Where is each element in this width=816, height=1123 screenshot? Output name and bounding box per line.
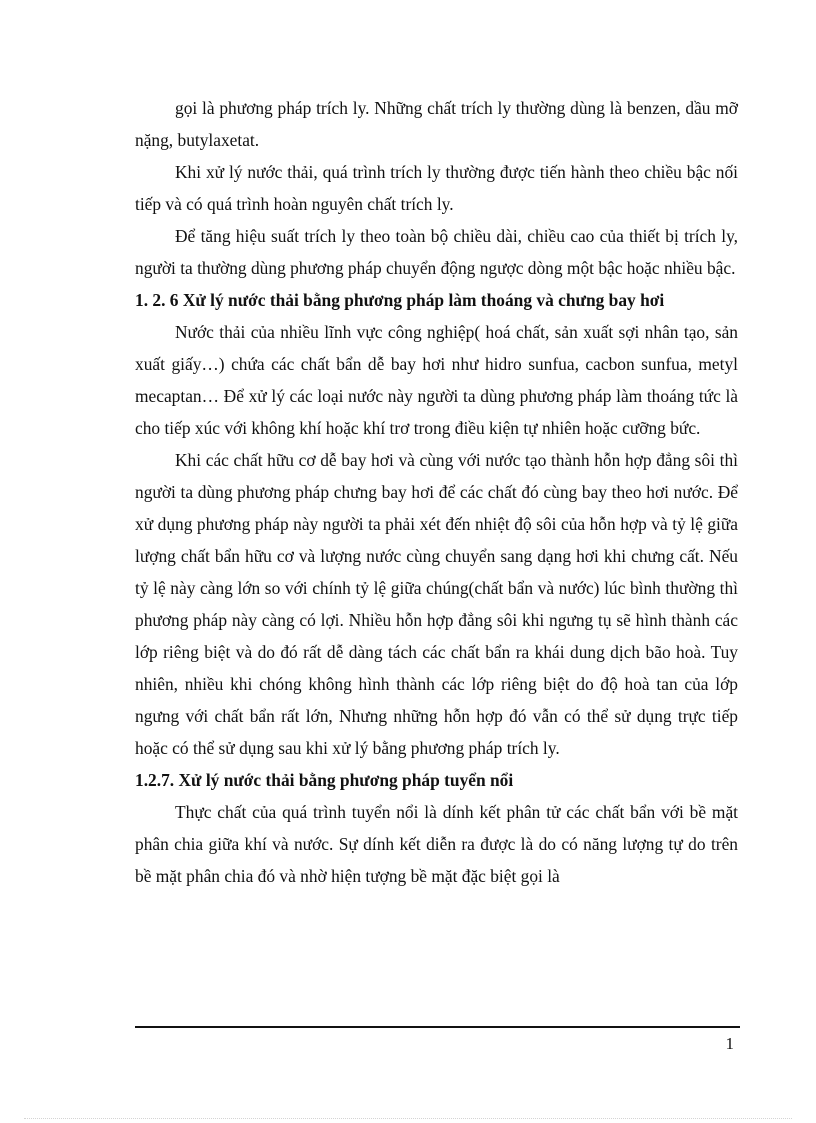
paragraph-flotation: Thực chất của quá trình tuyển nổi là dính kết phân tử các chất bẩn với bề mặt phân chia giữa khí và nước. Sự dính kết diễn ra được là do có năng lượng tự do trên bề mặt phân chia đó và nhờ hiện tượng bề mặt đặc biệt gọi là (135, 802, 738, 886)
page-number: 1 (725, 1034, 734, 1053)
page-bottom-edge (24, 1118, 792, 1119)
paragraph-steam-stripping: Khi các chất hữu cơ dễ bay hơi và cùng với nước tạo thành hỗn hợp đẳng sôi thì người ta dùng phương pháp chưng bay hơi để các chất đó cùng bay theo hơi nước. Để xử dụng phương pháp này người ta phải xét đến nhiệt độ sôi của hỗn hợp và tỷ lệ giữa lượng chất bẩn hữu cơ và lượng nước cùng chuyển sang dạng hơi khi chưng cất. Nếu tỷ lệ này càng lớn so với chính tỷ lệ giữa chúng(chất bẩn và nước) lúc bình thường thì phương pháp này càng có lợi. Nhiều hỗn hợp đẳng sôi khi ngưng tụ sẽ hình thành các lớp riêng biệt và do đó rất dễ dàng tách các chất bẩn ra khái dung dịch bão hoà. Tuy nhiên, nhiều khi chóng không hình thành các lớp riêng biệt do độ hoà tan của lớp ngưng với chất bẩn rất lớn, Nhưng những hỗn hợp đó vẫn có thể sử dụng trực tiếp hoặc có thể sử dụng sau khi xử lý bằng phương pháp trích ly. (135, 450, 738, 758)
paragraph-extraction-efficiency: Để tăng hiệu suất trích ly theo toàn bộ chiều dài, chiều cao của thiết bị trích ly, người ta thường dùng phương pháp chuyển động ngược dòng một bậc hoặc nhiều bậc. (135, 226, 738, 278)
page-body (135, 92, 738, 892)
footer-divider (135, 1026, 740, 1028)
section-heading-aeration-steam-stripping: 1. 2. 6 Xử lý nước thải bằng phương pháp làm thoáng và chưng bay hơi (135, 290, 665, 310)
section-heading-flotation: 1.2.7. Xử lý nước thải bằng phương pháp tuyển nổi (135, 770, 514, 790)
paragraph-extraction-solvents: gọi là phương pháp trích ly. Những chất trích ly thường dùng là benzen, dầu mỡ nặng, butylaxetat. (135, 98, 738, 150)
paragraph-extraction-process: Khi xử lý nước thải, quá trình trích ly thường được tiến hành theo chiều bậc nối tiếp và có quá trình hoàn nguyên chất trích ly. (135, 162, 738, 214)
paragraph-aeration: Nước thải của nhiều lĩnh vực công nghiệp( hoá chất, sản xuất sợi nhân tạo, sản xuất giấy…) chứa các chất bẩn dễ bay hơi như hidro sunfua, cacbon sunfua, metyl mecaptan… Để xử lý các loại nước này người ta dùng phương pháp làm thoáng tức là cho tiếp xúc với không khí hoặc khí trơ trong điều kiện tự nhiên hoặc cưỡng bức. (135, 322, 738, 438)
